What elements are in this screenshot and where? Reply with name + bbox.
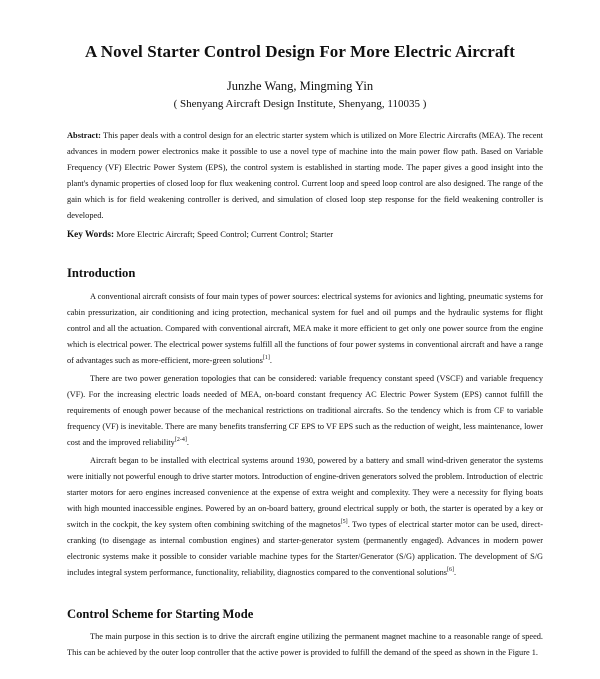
abstract-text: This paper deals with a control design for an electric starter system which is utilized on More Electric Aircrafts (MEA). The recent advances in modern power electronics make it possible to use a novel type of machine into the main power flow path. Based on Variable Frequency (VF) Electric Power System (EPS), the control system is established in starting mode. The paper gives a good insight into the plant's dynamic properties of closed loop for flux weakening control. Current loop and speed loop control are also designed. The range of the gain which is for field weakening controller is derived, and simulation of closed loop step response for the field weakening controller is developed. (67, 131, 543, 220)
keywords (67, 229, 543, 239)
paragraph: The main purpose in this section is to drive the aircraft engine utilizing the permanent magnet machine to a reasonable range of speed. This can be achieved by the outer loop controller that the active power is provided to fulfill the demand of the speed as shown in the Figure 1. (67, 632, 543, 657)
author-list: Junzhe Wang, Mingming Yin (226, 79, 374, 93)
paragraph: There are two power generation topologies that can be considered: variable frequency constant speed (VSCF) and variable frequency (VF). For the increasing electric loads needed of MEA, on-board constant frequency AC Electric Power System (EPS) cannot fulfill the requirements of enough power because of the mechanical restrictions on traditional aircrafts. So the tendency which is from CF to variable frequency (VF) is inevitable. There are many benefits transferring CF EPS to VF EPS such as the reduction of weight, less maintenance, lower cost and the improved reliability[2-4]. (67, 374, 543, 447)
paragraph: A conventional aircraft consists of four main types of power sources: electrical systems for avionics and lighting, pneumatic systems for cabin pressurization, air conditioning and icing protection, mechanical system for fuel and oil pumps and the hydraulic systems for flight control and all the actuation. Compared with conventional aircraft, MEA make it more efficient to get only one power source from the engine which is electrical power. The electrical power systems fulfill all the functions of four power systems in conventional aircraft and have a range of advantages such as more-efficient, more-green solutions[1]. (67, 292, 543, 365)
abstract (67, 128, 543, 224)
affiliation: ( Shenyang Aircraft Design Institute, Shenyang, 110035 ) (173, 98, 427, 110)
paper-title: A Novel Starter Control Design For More Electric Aircraft (85, 42, 515, 61)
control-scheme-body (67, 629, 543, 661)
introduction-body (67, 289, 543, 581)
citation: [5] (340, 519, 348, 525)
citation: [1] (262, 355, 270, 361)
keywords-label: Key Words: (67, 229, 115, 239)
keywords-text: More Electric Aircraft; Speed Control; Current Control; Starter (116, 229, 334, 239)
abstract-label: Abstract: (67, 131, 101, 140)
citation: [2-4] (174, 437, 187, 443)
paragraph: Aircraft began to be installed with electrical systems around 1930, powered by a battery and small wind-driven generator the systems were initially not powerful enough to drive starter motors. Introduction of engine-driven generators solved the problem. Introduction of electric starter motors for aero engines increased convenience at the expense of extra weight and complexity. They were a necessity for flying boats with high mounted inaccessible engines. Powered by an on-board battery, ground electrical supply or both, the starter is operated by a key or switch in the cockpit, the key system often combining switching of the magnetos[5]. Two types of electrical starter motor can be used, direct-cranking (to disengage as internal combustion engines) and starter-generator system (permanently engaged). Advances in modern power electronic systems make it possible to consider variable machine types for the Starter/Generator (S/G) application. The development of S/G includes integral system performance, functionality, reliability, diagnostics compared to the conventional solutions[6]. (67, 456, 544, 577)
section-heading-introduction: Introduction (67, 266, 136, 280)
citation: [6] (447, 567, 455, 573)
section-heading-control-scheme: Control Scheme for Starting Mode (67, 607, 254, 621)
